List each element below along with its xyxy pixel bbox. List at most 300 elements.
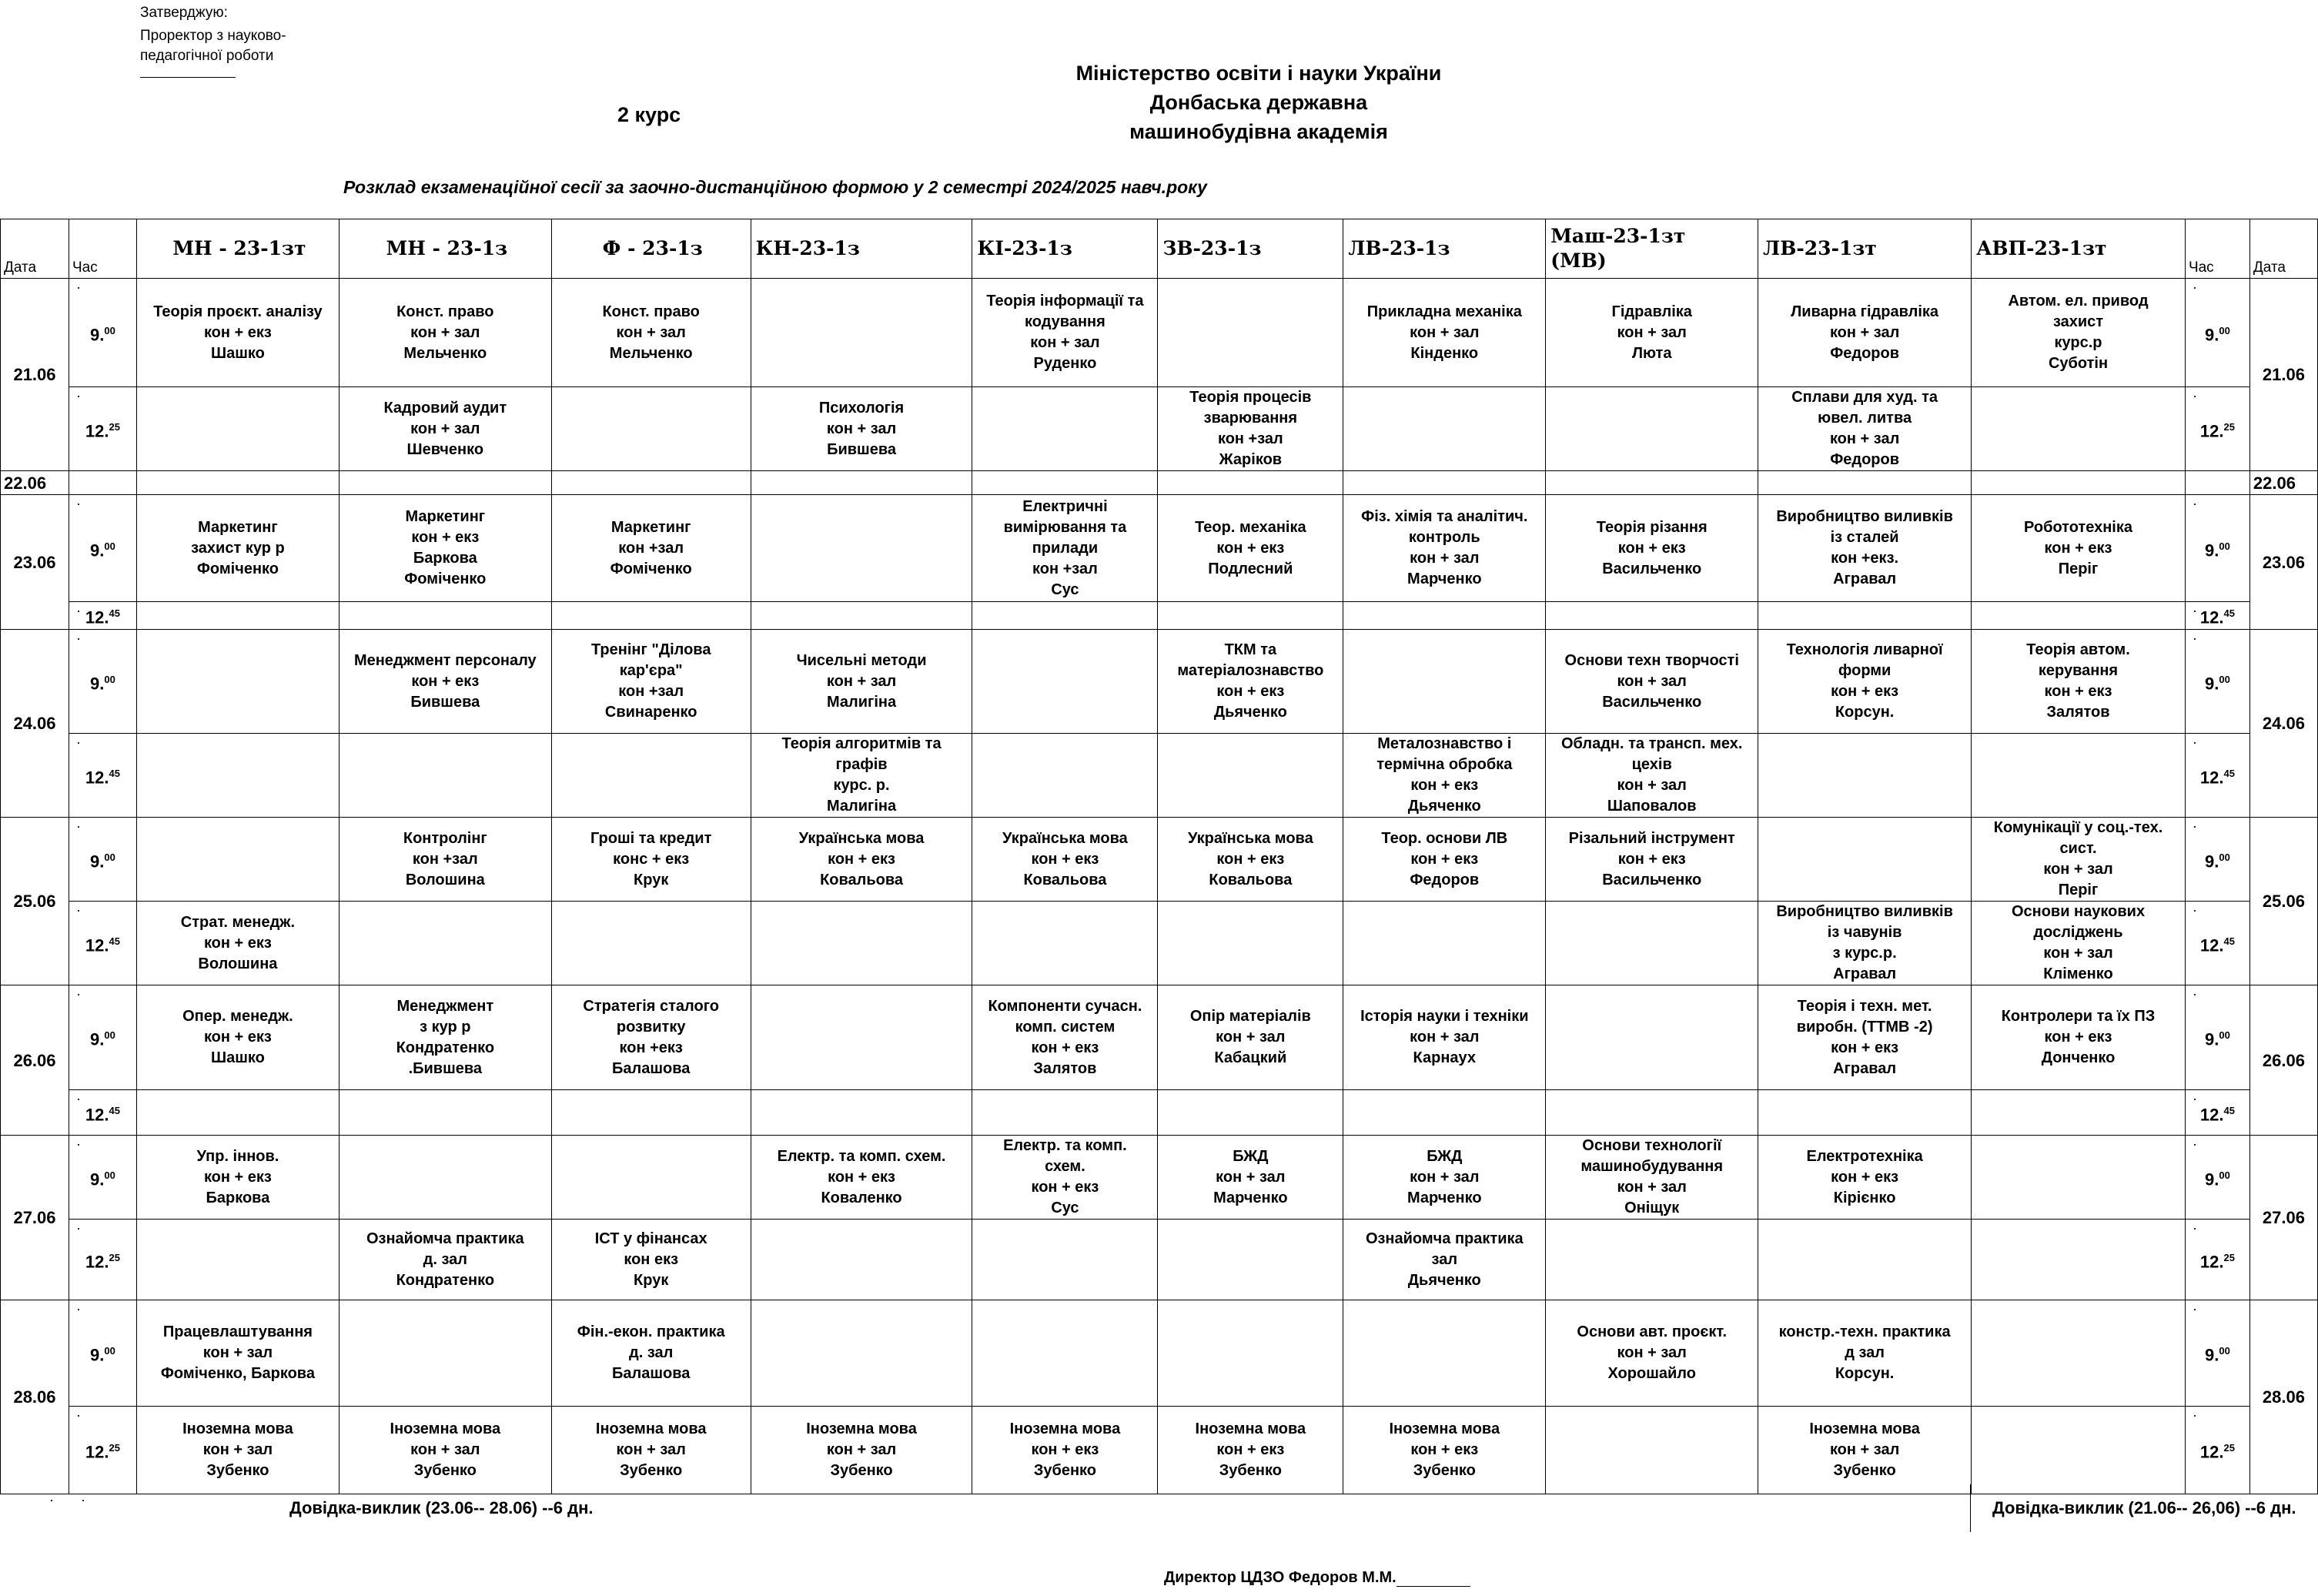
group-header: КІ-23-1з — [972, 219, 1158, 279]
group-header: Маш-23-1зт (МВ) — [1546, 219, 1758, 279]
exam-cell — [751, 985, 972, 1090]
date-cell: 28.06 — [1, 1300, 69, 1494]
exam-cell: БЖД кон + зал Марченко — [1343, 1136, 1546, 1220]
exam-cell: Іноземна мова кон + зал Зубенко — [1758, 1407, 1972, 1494]
exam-cell: Теор. механіка кон + екз Подлесний — [1158, 495, 1343, 602]
date-cell: 22.06 — [2249, 471, 2317, 495]
cell-mark: · — [75, 902, 81, 918]
time-value: 9. — [2205, 325, 2219, 345]
time-value: 12. — [85, 1252, 109, 1272]
table-row — [1, 1300, 2318, 1407]
cell-mark: · — [75, 496, 81, 511]
exam-cell: Компоненти сучасн. комп. систем кон + екз Залятов — [972, 985, 1158, 1090]
exam-cell — [1972, 602, 2186, 630]
exam-cell — [551, 471, 751, 495]
cell-mark: · — [75, 818, 81, 834]
exam-cell: Електротехніка кон + екз Кірієнко — [1758, 1136, 1972, 1220]
cell-mark: · — [75, 734, 81, 750]
exam-cell — [339, 471, 551, 495]
exam-cell — [1343, 602, 1546, 630]
exam-cell — [972, 630, 1158, 734]
cell-mark: · — [2192, 734, 2197, 750]
exam-cell: Українська мова кон + екз Ковальова — [972, 818, 1158, 902]
exam-cell — [1546, 471, 1758, 495]
time-value: 12. — [85, 1105, 109, 1125]
date-column-header-right: Дата — [2249, 219, 2317, 279]
exam-cell: констр.-техн. практика д зал Корсун. — [1758, 1300, 1972, 1407]
exam-cell — [751, 1300, 972, 1407]
time-value: 9. — [90, 1345, 105, 1365]
exam-cell — [1158, 471, 1343, 495]
table-row — [1, 602, 2318, 630]
date-cell: 26.06 — [2249, 985, 2317, 1136]
group-header: Ф - 23-1з — [551, 219, 751, 279]
exam-cell: Гроші та кредит конс + екз Крук — [551, 818, 751, 902]
time-cell — [2185, 630, 2249, 734]
approval-block — [140, 0, 286, 78]
time-minutes: 00 — [2219, 540, 2230, 552]
table-row — [1, 630, 2318, 734]
time-cell — [2185, 734, 2249, 818]
exam-cell: ТКМ та матеріалознавство кон + екз Дьяченко — [1158, 630, 1343, 734]
exam-cell: Теорія і техн. мет. виробн. (ТТМВ -2) кон + екз Агравал — [1758, 985, 1972, 1090]
exam-cell — [751, 495, 972, 602]
time-minutes: 45 — [109, 935, 120, 947]
time-cell — [69, 630, 136, 734]
cell-mark: · — [2192, 986, 2197, 1002]
exam-cell — [1546, 1407, 1758, 1494]
table-row — [1, 1407, 2318, 1494]
director-signature-line — [1396, 1572, 1470, 1587]
exam-cell: Іноземна мова кон + зал Зубенко — [551, 1407, 751, 1494]
time-value: 12. — [2199, 607, 2224, 627]
exam-cell: Контролери та їх ПЗ кон + екз Донченко — [1972, 985, 2186, 1090]
cell-mark: · — [75, 279, 81, 295]
exam-cell: Тренінг "Ділова кар'єра" кон +зал Свинаренко — [551, 630, 751, 734]
time-cell — [69, 1136, 136, 1220]
cell-mark: · — [75, 1407, 81, 1423]
time-value: 12. — [85, 607, 109, 627]
time-minutes: 25 — [109, 1442, 120, 1454]
exam-cell: БЖД кон + зал Марченко — [1158, 1136, 1343, 1220]
exam-cell: Основи техн творчості кон + зал Васильченко — [1546, 630, 1758, 734]
time-minutes: 00 — [2219, 1169, 2230, 1181]
date-cell: 25.06 — [2249, 818, 2317, 985]
exam-cell: Маркетинг захист кур р Фоміченко — [136, 495, 339, 602]
exam-cell: Фін.-екон. практика д. зал Балашова — [551, 1300, 751, 1407]
date-cell: 24.06 — [1, 630, 69, 818]
exam-cell — [972, 734, 1158, 818]
cell-mark: · — [75, 603, 81, 618]
time-minutes: 45 — [109, 1104, 120, 1116]
exam-cell: Теорія процесів зварювання кон +зал Жаріков — [1158, 387, 1343, 471]
exam-cell: Іноземна мова кон + зал Зубенко — [751, 1407, 972, 1494]
table-row — [1, 471, 2318, 495]
exam-cell — [1158, 602, 1343, 630]
cell-mark: · — [2192, 1091, 2197, 1106]
exam-cell — [751, 279, 972, 387]
exam-cell — [136, 1220, 339, 1300]
exam-cell: Основи наукових досліджень кон + зал Кліменко — [1972, 902, 2186, 985]
time-minutes: 00 — [104, 851, 115, 863]
exam-cell — [1343, 471, 1546, 495]
cell-mark: · — [2192, 279, 2197, 295]
date-cell: 28.06 — [2249, 1300, 2317, 1494]
exam-cell — [1343, 387, 1546, 471]
cell-mark: · — [75, 1220, 81, 1236]
exam-cell: Виробництво виливків із чавунів з курс.р. Агравал — [1758, 902, 1972, 985]
date-column-header: Дата — [1, 219, 69, 279]
exam-cell — [1972, 1407, 2186, 1494]
exam-cell: Робототехніка кон + екз Періг — [1972, 495, 2186, 602]
academy-line1: Донбаська державна — [1149, 91, 1368, 114]
exam-cell: Психологія кон + зал Бившева — [751, 387, 972, 471]
exam-cell: Прикладна механіка кон + зал Кінденко — [1343, 279, 1546, 387]
cell-mark: · — [2192, 631, 2197, 646]
time-value: 9. — [90, 852, 105, 872]
exam-cell — [1972, 387, 2186, 471]
date-cell: 27.06 — [2249, 1136, 2317, 1300]
exam-cell — [551, 1090, 751, 1136]
exam-cell — [1758, 818, 1972, 902]
exam-cell: Чисельні методи кон + зал Малигіна — [751, 630, 972, 734]
time-minutes: 00 — [2219, 1345, 2230, 1357]
director-name: Директор ЦДЗО Федоров М.М. — [1164, 1569, 1396, 1586]
time-cell — [2185, 602, 2249, 630]
exam-cell — [339, 602, 551, 630]
group-header: ЛВ-23-1з — [1343, 219, 1546, 279]
exam-cell — [751, 1090, 972, 1136]
exam-schedule-table — [0, 219, 2318, 1494]
time-value: 12. — [2199, 421, 2224, 441]
exam-cell: Конст. право кон + зал Мельченко — [339, 279, 551, 387]
time-cell — [69, 602, 136, 630]
time-cell — [69, 471, 136, 495]
time-value: 9. — [2205, 674, 2219, 694]
time-cell — [2185, 471, 2249, 495]
exam-cell — [1972, 1136, 2186, 1220]
exam-cell: Кадровий аудит кон + зал Шевченко — [339, 387, 551, 471]
exam-cell: Історія науки і техніки кон + зал Карнаух — [1343, 985, 1546, 1090]
exam-cell — [136, 818, 339, 902]
exam-cell — [1546, 902, 1758, 985]
exam-cell: Виробництво виливків із сталей кон +екз. Агравал — [1758, 495, 1972, 602]
time-value: 9. — [2205, 1029, 2219, 1049]
exam-cell: Опір матеріалів кон + зал Кабацкий — [1158, 985, 1343, 1090]
time-cell — [69, 1220, 136, 1300]
exam-cell: ІСТ у фінансах кон екз Крук — [551, 1220, 751, 1300]
cell-mark: · — [75, 986, 81, 1002]
exam-cell — [1758, 1090, 1972, 1136]
academy-line2: машинобудівна академія — [1129, 120, 1388, 143]
time-minutes: 45 — [2223, 607, 2235, 620]
time-minutes: 00 — [104, 1029, 115, 1042]
exam-cell: Металознавство і термічна обробка кон + екз Дьяченко — [1343, 734, 1546, 818]
time-value: 12. — [85, 421, 109, 441]
exam-cell: Іноземна мова кон + екз Зубенко — [1158, 1407, 1343, 1494]
exam-cell: Електр. та комп. схем. кон + екз Сус — [972, 1136, 1158, 1220]
cell-mark: · — [2192, 818, 2197, 834]
exam-cell — [1158, 1300, 1343, 1407]
exam-cell: Менеджмент персоналу кон + екз Бившева — [339, 630, 551, 734]
time-cell — [69, 1407, 136, 1494]
time-cell — [69, 985, 136, 1090]
exam-cell: Ознайомча практика д. зал Кондратенко — [339, 1220, 551, 1300]
cell-mark: · — [2192, 902, 2197, 918]
exam-cell — [136, 387, 339, 471]
table-row — [1, 1090, 2318, 1136]
exam-cell — [972, 1300, 1158, 1407]
date-cell: 24.06 — [2249, 630, 2317, 818]
table-row — [1, 495, 2318, 602]
group-header: ЗВ-23-1з — [1158, 219, 1343, 279]
time-value: 9. — [90, 1169, 105, 1189]
exam-cell — [1758, 1220, 1972, 1300]
approval-title: Затверджую: — [140, 5, 228, 21]
exam-cell — [751, 471, 972, 495]
exam-cell — [551, 387, 751, 471]
time-column-header-right: Час — [2185, 219, 2249, 279]
exam-cell: Теорія алгоритмів та графів курс. р. Малигіна — [751, 734, 972, 818]
exam-cell — [1546, 1090, 1758, 1136]
exam-cell: Ливарна гідравліка кон + зал Федоров — [1758, 279, 1972, 387]
time-value: 9. — [90, 540, 105, 560]
group-header: МН - 23-1з — [339, 219, 551, 279]
group-header: АВП-23-1зт — [1972, 219, 2186, 279]
exam-cell — [339, 1136, 551, 1220]
exam-cell: Менеджмент з кур р Кондратенко .Бившева — [339, 985, 551, 1090]
time-value: 12. — [2199, 1252, 2224, 1272]
table-row — [1, 902, 2318, 985]
exam-cell: Електричні вимірювання та прилади кон +зал Сус — [972, 495, 1158, 602]
time-cell — [69, 818, 136, 902]
exam-cell — [972, 602, 1158, 630]
exam-cell — [1758, 471, 1972, 495]
exam-cell: Українська мова кон + екз Ковальова — [1158, 818, 1343, 902]
exam-cell — [1158, 1220, 1343, 1300]
exam-cell — [551, 1136, 751, 1220]
ministry-header — [1001, 59, 1517, 146]
exam-cell: Ознайомча практика зал Дьяченко — [1343, 1220, 1546, 1300]
time-minutes: 00 — [2219, 324, 2230, 336]
exam-cell: Комунікації у соц.-тех. сист. кон + зал Періг — [1972, 818, 2186, 902]
time-cell — [2185, 279, 2249, 387]
exam-cell — [1758, 602, 1972, 630]
time-value: 9. — [2205, 1169, 2219, 1189]
time-value: 12. — [85, 768, 109, 788]
exam-cell: Маркетинг кон + екз Баркова Фоміченко — [339, 495, 551, 602]
cell-mark: · — [2192, 1220, 2197, 1236]
table-row — [1, 1136, 2318, 1220]
exam-cell — [1343, 902, 1546, 985]
footer-note-left: Довідка-виклик (23.06-- 28.06) --6 дн. — [289, 1498, 594, 1517]
time-cell — [2185, 495, 2249, 602]
exam-cell — [1158, 1090, 1343, 1136]
footer-marks: · · — [49, 1492, 85, 1507]
cell-mark: · — [75, 1136, 81, 1152]
time-value: 12. — [2199, 1105, 2224, 1125]
time-cell — [2185, 1300, 2249, 1407]
exam-cell — [136, 602, 339, 630]
exam-cell: Контролінг кон +зал Волошина — [339, 818, 551, 902]
time-cell — [69, 1300, 136, 1407]
time-value: 12. — [2199, 768, 2224, 788]
exam-cell — [1972, 1090, 2186, 1136]
exam-cell: Різальний інструмент кон + екз Васильченко — [1546, 818, 1758, 902]
time-column-header: Час — [69, 219, 136, 279]
schedule-subtitle: Розклад екзаменаційної сесії за заочно-дистанційною формою у 2 семестрі 2024/2025 навч.року — [343, 177, 1207, 197]
date-cell: 21.06 — [2249, 279, 2317, 471]
time-cell — [69, 279, 136, 387]
exam-cell — [551, 602, 751, 630]
table-row — [1, 985, 2318, 1090]
exam-cell: Стратегія сталого розвитку кон +екз Балашова — [551, 985, 751, 1090]
approval-role-line1: Проректор з науково- — [140, 28, 286, 44]
group-header: МН - 23-1зт — [136, 219, 339, 279]
exam-cell — [751, 602, 972, 630]
exam-cell: Теорія різання кон + екз Васильченко — [1546, 495, 1758, 602]
exam-cell: Автом. ел. привод захист курс.р Суботін — [1972, 279, 2186, 387]
exam-cell — [972, 1220, 1158, 1300]
footer-note-right: Довідка-виклик (21.06-- 26,06) --6 дн. — [1992, 1498, 2296, 1517]
exam-cell: Сплави для худ. та ювел. литва кон + зал Федоров — [1758, 387, 1972, 471]
time-minutes: 25 — [2223, 420, 2235, 433]
cell-mark: · — [75, 631, 81, 646]
cell-mark: · — [2192, 388, 2197, 403]
table-header-row — [1, 219, 2318, 279]
exam-cell — [972, 1090, 1158, 1136]
exam-cell — [551, 902, 751, 985]
exam-cell — [1158, 279, 1343, 387]
exam-cell: Українська мова кон + екз Ковальова — [751, 818, 972, 902]
cell-mark: · — [2192, 1301, 2197, 1317]
date-cell: 21.06 — [1, 279, 69, 471]
footer-divider — [1970, 1484, 1971, 1532]
time-minutes: 00 — [104, 1169, 115, 1181]
exam-cell: Фіз. хімія та аналітич. контроль кон + зал Марченко — [1343, 495, 1546, 602]
exam-cell: Основи технології машинобудування кон + зал Оніщук — [1546, 1136, 1758, 1220]
time-minutes: 25 — [109, 1251, 120, 1263]
exam-cell — [136, 471, 339, 495]
date-cell: 25.06 — [1, 818, 69, 985]
time-minutes: 00 — [104, 540, 115, 552]
exam-cell — [1972, 734, 2186, 818]
course-label: 2 курс — [617, 103, 681, 126]
time-value: 9. — [90, 674, 105, 694]
time-minutes: 25 — [2223, 1251, 2235, 1263]
exam-cell — [1972, 471, 2186, 495]
exam-cell: Теорія автом. керування кон + екз Залятов — [1972, 630, 2186, 734]
time-cell — [2185, 902, 2249, 985]
table-row — [1, 734, 2318, 818]
cell-mark: · — [75, 388, 81, 403]
time-cell — [69, 495, 136, 602]
exam-cell: Гідравліка кон + зал Люта — [1546, 279, 1758, 387]
time-value: 12. — [85, 935, 109, 955]
exam-cell: Опер. менедж. кон + екз Шашко — [136, 985, 339, 1090]
date-cell: 22.06 — [1, 471, 69, 495]
group-header: ЛВ-23-1зт — [1758, 219, 1972, 279]
time-minutes: 00 — [104, 673, 115, 685]
table-row — [1, 818, 2318, 902]
time-value: 9. — [90, 1029, 105, 1049]
exam-cell — [1972, 1300, 2186, 1407]
exam-cell: Конст. право кон + зал Мельченко — [551, 279, 751, 387]
time-minutes: 00 — [2219, 673, 2230, 685]
time-value: 9. — [2205, 1345, 2219, 1365]
exam-cell — [339, 734, 551, 818]
exam-cell: Іноземна мова кон + екз Зубенко — [1343, 1407, 1546, 1494]
exam-cell: Обладн. та трансп. мех. цехів кон + зал Шаповалов — [1546, 734, 1758, 818]
exam-cell — [751, 902, 972, 985]
exam-cell — [1343, 630, 1546, 734]
table-row — [1, 279, 2318, 387]
cell-mark: · — [2192, 1407, 2197, 1423]
time-cell — [69, 1090, 136, 1136]
time-minutes: 00 — [2219, 851, 2230, 863]
exam-cell: Упр. іннов. кон + екз Баркова — [136, 1136, 339, 1220]
exam-cell — [972, 902, 1158, 985]
exam-cell — [1546, 985, 1758, 1090]
exam-cell — [1546, 1220, 1758, 1300]
time-cell — [69, 387, 136, 471]
exam-cell — [1343, 1090, 1546, 1136]
exam-cell — [551, 734, 751, 818]
time-value: 9. — [2205, 852, 2219, 872]
time-cell — [2185, 1220, 2249, 1300]
cell-mark: · — [2192, 496, 2197, 511]
exam-cell — [136, 734, 339, 818]
time-value: 12. — [2199, 1442, 2224, 1462]
table-row — [1, 387, 2318, 471]
cell-mark: · — [75, 1091, 81, 1106]
time-cell — [2185, 1090, 2249, 1136]
exam-cell: Іноземна мова кон + зал Зубенко — [339, 1407, 551, 1494]
exam-cell: Технологія ливарної форми кон + екз Корсун. — [1758, 630, 1972, 734]
time-minutes: 00 — [2219, 1029, 2230, 1042]
date-cell: 23.06 — [1, 495, 69, 630]
exam-cell — [136, 630, 339, 734]
time-cell — [69, 734, 136, 818]
ministry-name: Міністерство освіти і науки України — [1075, 62, 1442, 85]
time-minutes: 00 — [104, 1345, 115, 1357]
exam-cell: Іноземна мова кон + екз Зубенко — [972, 1407, 1158, 1494]
time-minutes: 45 — [2223, 767, 2235, 779]
time-minutes: 25 — [2223, 1442, 2235, 1454]
group-header: КН-23-1з — [751, 219, 972, 279]
cell-mark: · — [2192, 603, 2197, 618]
exam-cell — [136, 1090, 339, 1136]
exam-cell — [1546, 387, 1758, 471]
time-cell — [2185, 387, 2249, 471]
exam-cell — [972, 471, 1158, 495]
exam-cell — [1546, 602, 1758, 630]
exam-cell — [751, 1220, 972, 1300]
cell-mark: · — [2192, 1136, 2197, 1152]
date-cell: 23.06 — [2249, 495, 2317, 630]
time-cell — [2185, 818, 2249, 902]
time-value: 9. — [2205, 540, 2219, 560]
exam-cell — [1158, 734, 1343, 818]
exam-cell: Маркетинг кон +зал Фоміченко — [551, 495, 751, 602]
table-row — [1, 1220, 2318, 1300]
time-minutes: 45 — [109, 767, 120, 779]
approval-signature-line — [140, 66, 236, 78]
exam-cell: Електр. та комп. схем. кон + екз Коваленко — [751, 1136, 972, 1220]
exam-cell — [1758, 734, 1972, 818]
time-minutes: 00 — [104, 324, 115, 336]
exam-cell: Теорія проєкт. аналізу кон + екз Шашко — [136, 279, 339, 387]
